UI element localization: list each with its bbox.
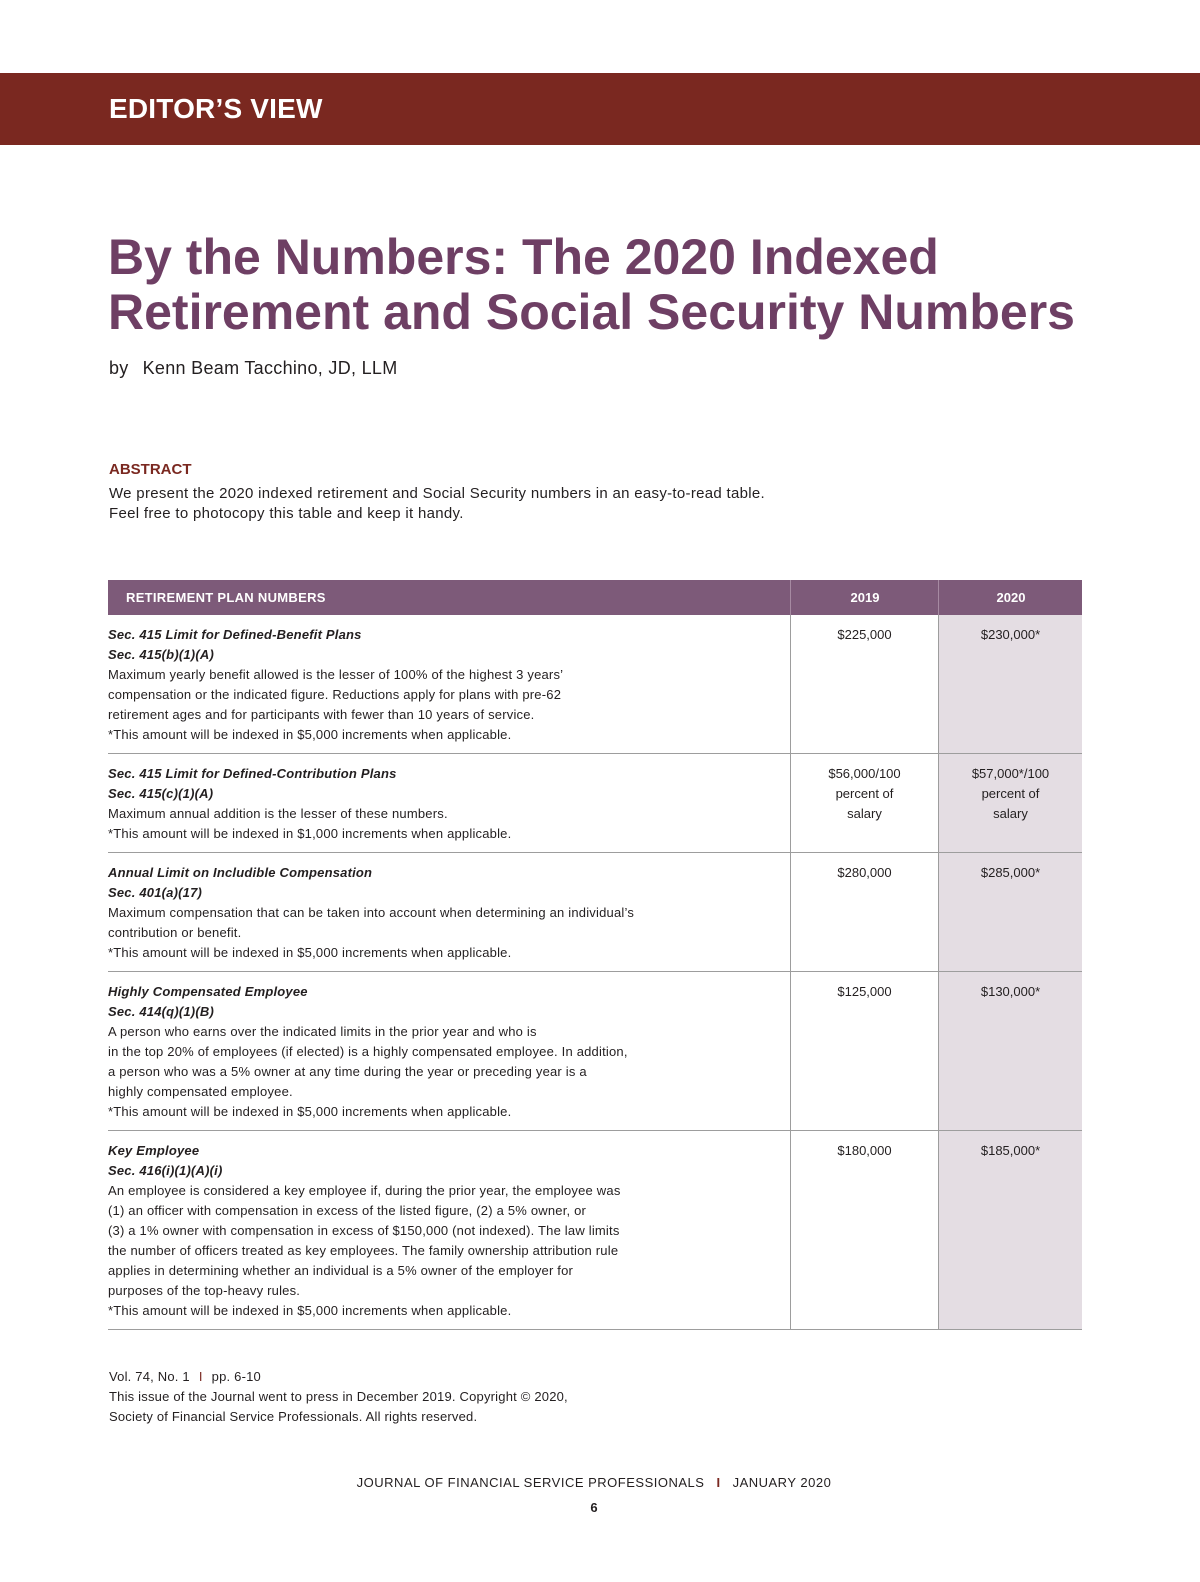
description-line: *This amount will be indexed in $1,000 increments when applicable. xyxy=(108,826,512,841)
description-line: *This amount will be indexed in $5,000 increments when applicable. xyxy=(108,1303,512,1318)
description-cell xyxy=(108,1131,790,1329)
description-line: (1) an officer with compensation in excess of the listed figure, (2) a 5% owner, or xyxy=(108,1203,587,1218)
description-line: Maximum compensation that can be taken into account when determining an individual’s xyxy=(108,905,635,920)
volume-line xyxy=(109,1367,568,1387)
code-section: Sec. 415(c)(1)(A) xyxy=(108,786,214,801)
description-line: *This amount will be indexed in $5,000 increments when applicable. xyxy=(108,1104,512,1119)
code-section: Sec. 415(b)(1)(A) xyxy=(108,647,214,662)
description-line: *This amount will be indexed in $5,000 increments when applicable. xyxy=(108,727,512,742)
article-title xyxy=(108,230,1108,340)
description-line: (3) a 1% owner with compensation in excess of $150,000 (not indexed). The law limits xyxy=(108,1223,620,1238)
value-2020: $130,000* xyxy=(980,984,1041,999)
value-2020-cell xyxy=(938,972,1082,1130)
description-line: a person who was a 5% owner at any time during the year or preceding year is a xyxy=(108,1064,587,1079)
author-name: Kenn Beam Tacchino, JD, LLM xyxy=(142,358,398,378)
description-cell xyxy=(108,972,790,1130)
value-2019-cell xyxy=(790,1131,938,1329)
issue-date: JANUARY 2020 xyxy=(732,1475,832,1490)
description-line: contribution or benefit. xyxy=(108,925,242,940)
table-header xyxy=(108,580,1082,615)
description-line: applies in determining whether an individual is a 5% owner of the employer for xyxy=(108,1263,574,1278)
abstract-line: We present the 2020 indexed retirement and Social Security numbers in an easy-to-read table. xyxy=(109,485,766,502)
value-2020: $57,000*/100 xyxy=(971,766,1050,781)
value-2019: $280,000 xyxy=(837,865,892,880)
description-line: Maximum yearly benefit allowed is the lesser of 100% of the highest 3 years’ xyxy=(108,667,564,682)
byline-prefix: by xyxy=(109,358,129,378)
retirement-plan-table xyxy=(108,580,1082,1330)
table-row xyxy=(108,754,1082,853)
value-2019: $225,000 xyxy=(837,627,892,642)
value-2019: $125,000 xyxy=(837,984,892,999)
limit-title: Sec. 415 Limit for Defined-Benefit Plans xyxy=(108,627,362,642)
description-line: purposes of the top-heavy rules. xyxy=(108,1283,301,1298)
table-row xyxy=(108,853,1082,972)
column-header-2020: 2020 xyxy=(938,580,1083,615)
table-row xyxy=(108,615,1082,754)
description-line: retirement ages and for participants with fewer than 10 years of service. xyxy=(108,707,535,722)
page-number: 6 xyxy=(590,1500,598,1515)
footer-separator: I xyxy=(716,1475,721,1490)
table-row xyxy=(108,1131,1082,1330)
value-2020: salary xyxy=(993,806,1028,821)
byline xyxy=(109,358,398,379)
section-label: EDITOR’S VIEW xyxy=(109,93,323,124)
value-2019-cell xyxy=(790,615,938,753)
description-line: in the top 20% of employees (if elected) is a highly compensated employee. In addition, xyxy=(108,1044,628,1059)
code-section: Sec. 401(a)(17) xyxy=(108,885,203,900)
value-2019-cell xyxy=(790,754,938,852)
page-range: pp. 6-10 xyxy=(211,1369,261,1384)
volume-info xyxy=(109,1367,568,1427)
description-cell xyxy=(108,754,790,852)
value-2019-cell xyxy=(790,853,938,971)
value-2019-cell xyxy=(790,972,938,1130)
value-2020-cell xyxy=(938,615,1082,753)
value-2020-cell xyxy=(938,1131,1082,1329)
value-2020: $285,000* xyxy=(980,865,1041,880)
description-line: compensation or the indicated figure. Reductions apply for plans with pre-62 xyxy=(108,687,562,702)
abstract-heading: ABSTRACT xyxy=(109,461,192,478)
copyright-note: Society of Financial Service Professionals. All rights reserved. xyxy=(109,1409,478,1424)
description-line: Maximum annual addition is the lesser of these numbers. xyxy=(108,806,448,821)
description-line: A person who earns over the indicated limits in the prior year and who is xyxy=(108,1024,537,1039)
code-section: Sec. 414(q)(1)(B) xyxy=(108,1004,214,1019)
description-line: the number of officers treated as key employees. The family ownership attribution rule xyxy=(108,1243,619,1258)
description-line: highly compensated employee. xyxy=(108,1084,293,1099)
page-footer xyxy=(0,1475,1188,1490)
value-2020: percent of xyxy=(981,786,1040,801)
journal-name: JOURNAL OF FINANCIAL SERVICE PROFESSIONALS xyxy=(356,1475,705,1490)
limit-title: Annual Limit on Includible Compensation xyxy=(108,865,373,880)
value-2019: salary xyxy=(847,806,882,821)
article-title-line: By the Numbers: The 2020 Indexed xyxy=(108,229,939,285)
value-2020-cell xyxy=(938,853,1082,971)
limit-title: Sec. 415 Limit for Defined-Contribution Plans xyxy=(108,766,397,781)
abstract-text xyxy=(109,484,765,524)
description-cell xyxy=(108,615,790,753)
table-body xyxy=(108,615,1082,1330)
value-2020-cell xyxy=(938,754,1082,852)
volume-separator: I xyxy=(198,1369,203,1384)
description-line: *This amount will be indexed in $5,000 increments when applicable. xyxy=(108,945,512,960)
abstract-line: Feel free to photocopy this table and keep it handy. xyxy=(109,505,464,522)
press-note: This issue of the Journal went to press in December 2019. Copyright © 2020, xyxy=(109,1389,568,1404)
article-title-line: Retirement and Social Security Numbers xyxy=(108,284,1075,340)
value-2020: $230,000* xyxy=(980,627,1041,642)
limit-title: Highly Compensated Employee xyxy=(108,984,308,999)
volume-number: Vol. 74, No. 1 xyxy=(109,1369,190,1384)
value-2020: $185,000* xyxy=(980,1143,1041,1158)
column-header-item: RETIREMENT PLAN NUMBERS xyxy=(126,590,326,605)
description-cell xyxy=(108,853,790,971)
column-header-2019: 2019 xyxy=(790,580,939,615)
value-2019: $56,000/100 xyxy=(828,766,901,781)
value-2019: percent of xyxy=(835,786,894,801)
code-section: Sec. 416(i)(1)(A)(i) xyxy=(108,1163,223,1178)
table-row xyxy=(108,972,1082,1131)
description-line: An employee is considered a key employee if, during the prior year, the employee was xyxy=(108,1183,621,1198)
limit-title: Key Employee xyxy=(108,1143,200,1158)
value-2019: $180,000 xyxy=(837,1143,892,1158)
